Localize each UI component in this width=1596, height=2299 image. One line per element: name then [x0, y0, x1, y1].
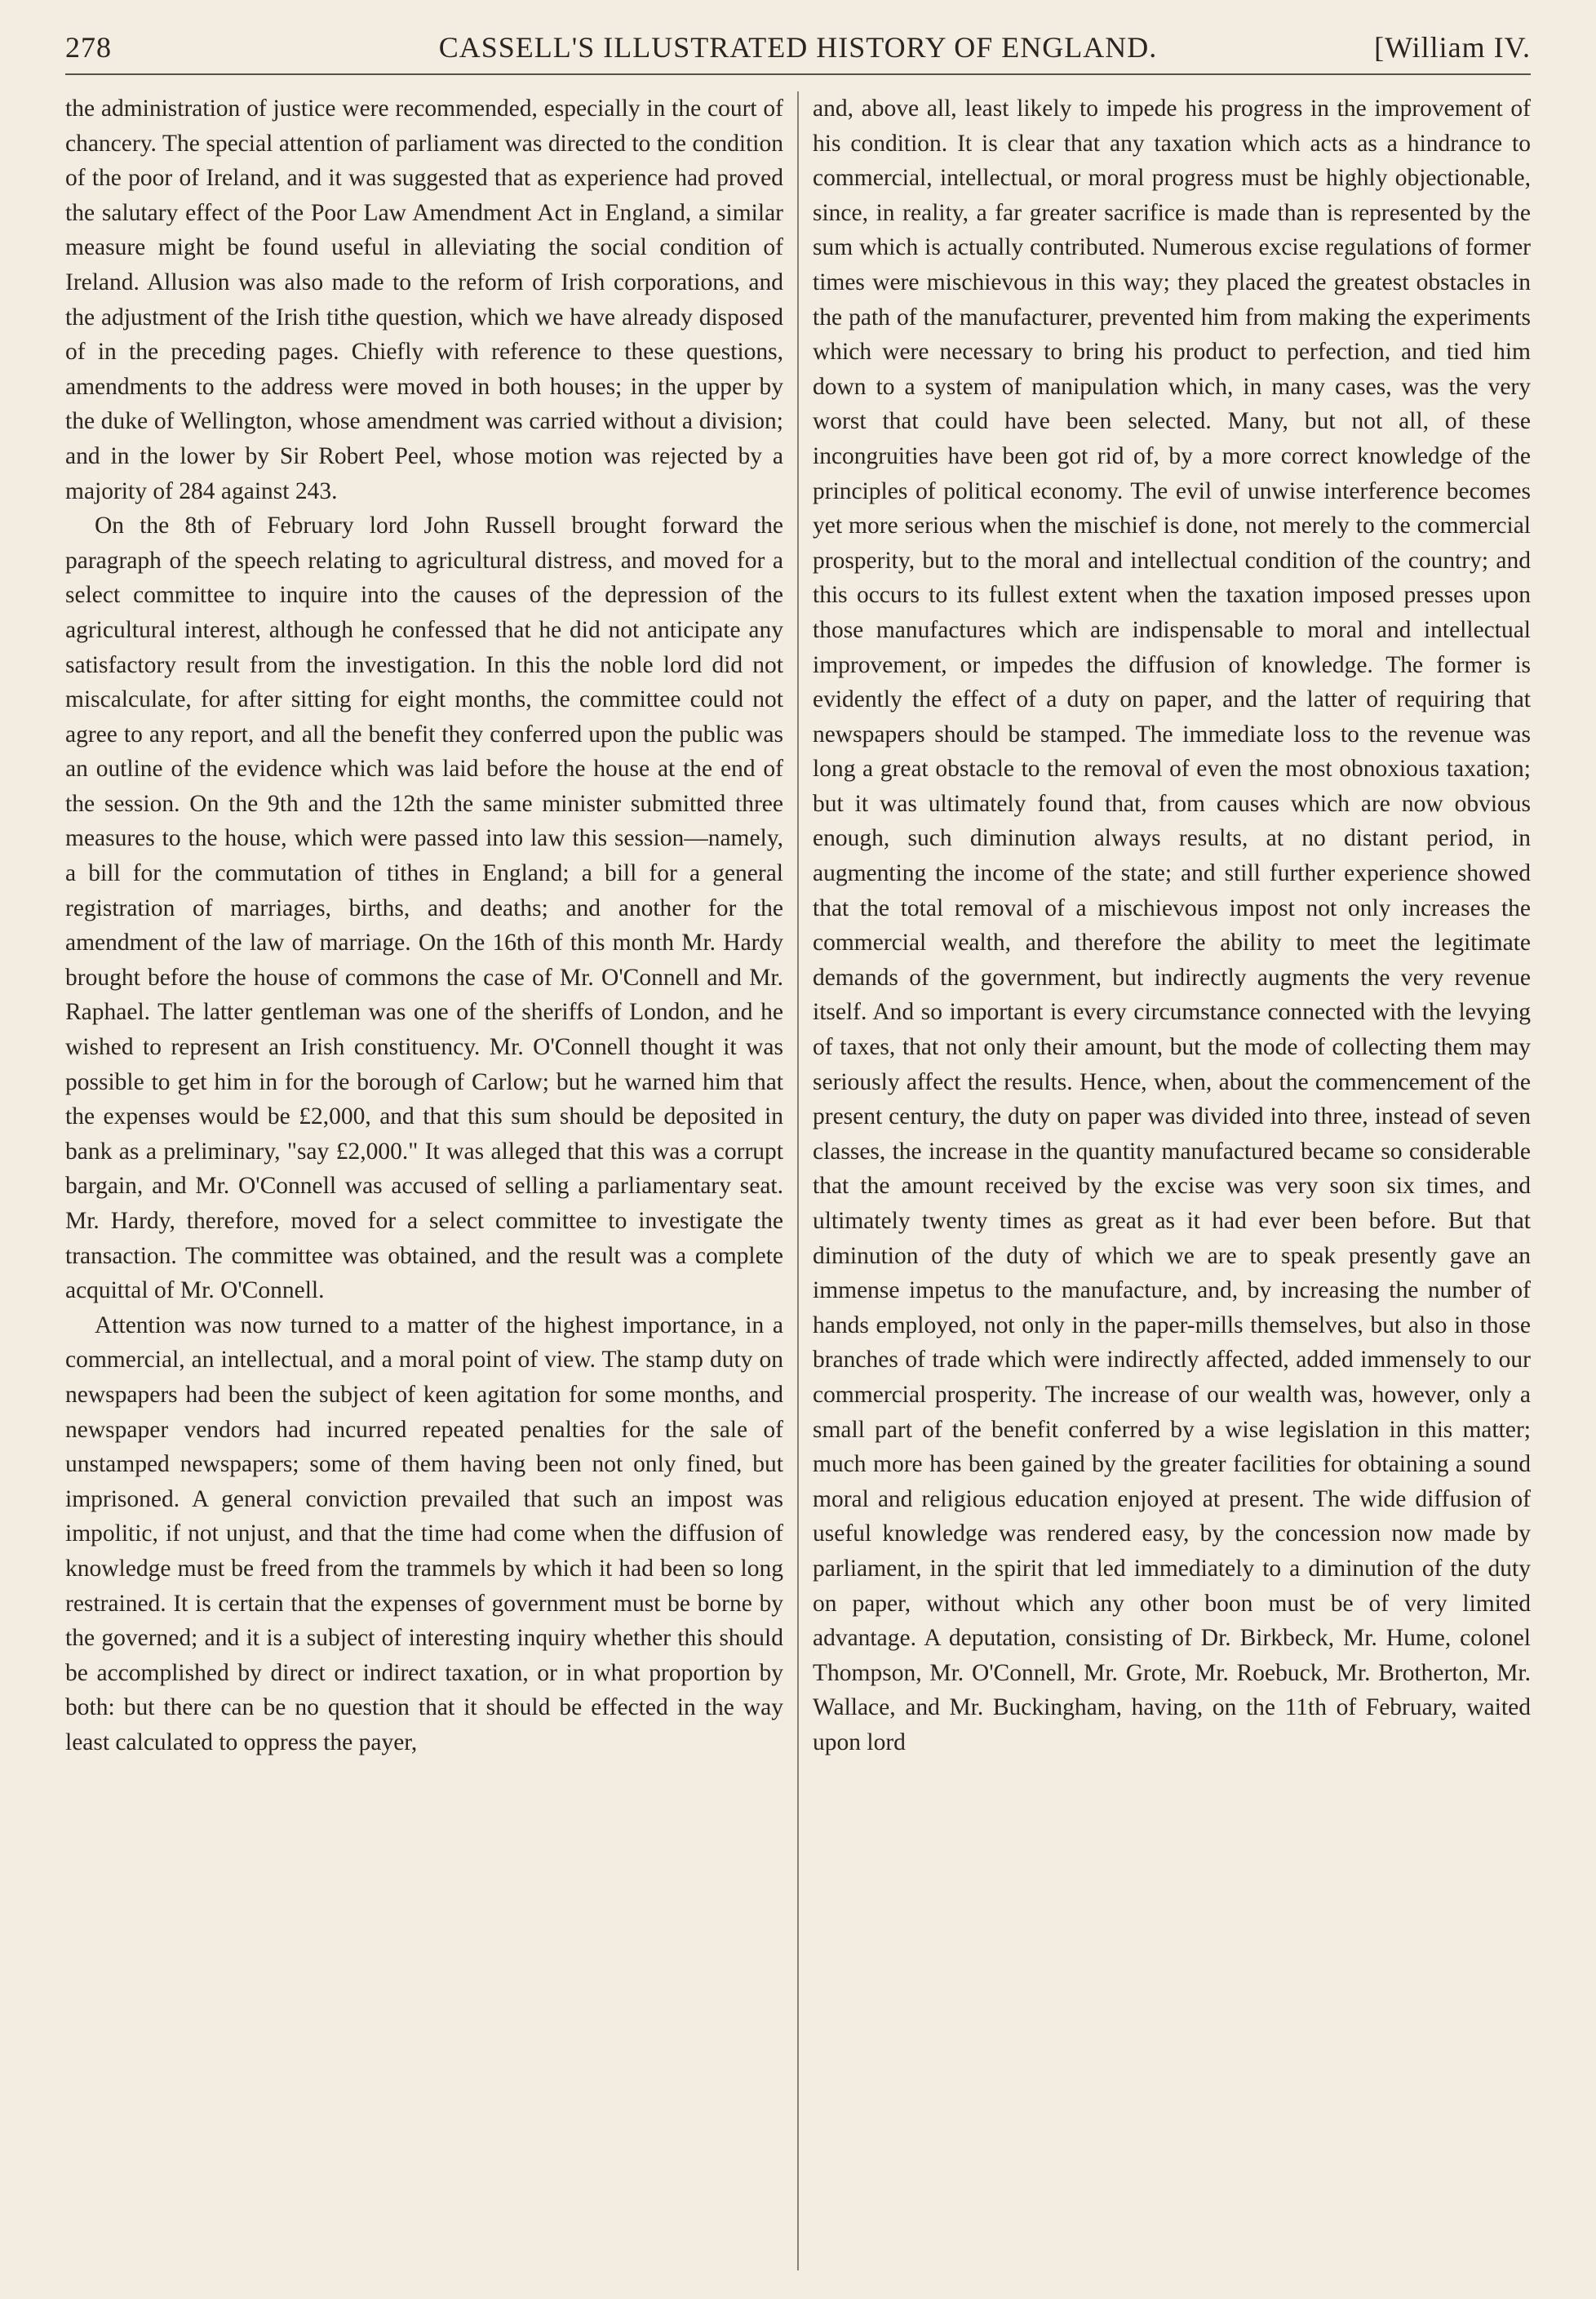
paragraph: the administration of justice were recommended, especially in the court of chancery. The special attention of parliament was directed to the condition of the poor of Ireland, and it was suggested that as experience had proved the salutary effect of the Poor Law Amendment Act in England, a similar measure might be found useful in alleviating the social condition of Ireland. Allusion was also made to the reform of Irish corporations, and the adjustment of the Irish tithe question, which we have already disposed of in the preceding pages. Chiefly with reference to these questions, amendments to the address were moved in both houses; in the upper by the duke of Wellington, whose amendment was carried without a division; and in the lower by Sir Robert Peel, whose motion was rejected by a majority of 284 against 243. [65, 95, 783, 504]
running-title: CASSELL'S ILLUSTRATED HISTORY OF ENGLAND. [438, 31, 1158, 64]
left-column [65, 91, 783, 2270]
paragraph: and, above all, least likely to impede his progress in the improvement of his condition. It is clear that any taxation which acts as a hindrance to commercial, intellectual, or moral progress must be highly objectionable, since, in reality, a far greater sacrifice is made than is represented by the sum which is actually contributed. Numerous excise regulations of former times were mischievous in this way; they placed the greatest obstacles in the path of the manufacturer, prevented him from making the experiments which were necessary to bring his product to perfection, and tied him down to a system of manipulation which, in many cases, was the very worst that could have been selected. Many, but not all, of these incongruities have been got rid of, by a more correct knowledge of the principles of political economy. The evil of unwise interference becomes yet more serious when the mischief is done, not merely to the commercial prosperity, but to the moral and intellectual condition of the country; and this occurs to its fullest extent when the taxation imposed presses upon those manufactures which are indispensable to moral and intellectual improvement, or impedes the diffusion of knowledge. The former is evidently the effect of a duty on paper, and the latter of requiring that newspapers should be stamped. The immediate loss to the revenue was long a great obstacle to the removal of even the most obnoxious taxation; but it was ultimately found that, from causes which are now obvious enough, such diminution always results, at no distant period, in augmenting the income of the state; and still further experience showed that the total removal of a mischievous impost not only increases the commercial wealth, and therefore the ability to meet the legitimate demands of the government, but indirectly augments the very revenue itself. And so important is every circumstance connected with the levying of taxes, that not only their amount, but the mode of collecting them may seriously affect the results. Hence, when, about the commencement of the present century, the duty on paper was divided into three, instead of seven classes, the increase in the quantity manufactured became so considerable that the amount received by the excise was very soon six times, and ultimately twenty times as great as it had ever been before. But that diminution of the duty of which we are to speak presently gave an immense impetus to the manufacture, and, by increasing the number of hands employed, not only in the paper-mills themselves, but also in those branches of trade which were indirectly affected, added immensely to our commercial prosperity. The increase of our wealth was, however, only a small part of the benefit conferred by a wise legislation in this matter; much more has been gained by the greater facilities for obtaining a sound moral and religious education enjoyed at present. The wide diffusion of useful knowledge was rendered easy, by the concession now made by parliament, in the spirit that led immediately to a diminution of the duty on paper, without which any other boon must be of very limited advantage. A deputation, consisting of Dr. Birkbeck, Mr. Hume, colonel Thompson, Mr. O'Connell, Mr. Grote, Mr. Roebuck, Mr. Brotherton, Mr. Wallace, and Mr. Buckingham, having, on the 11th of February, waited upon lord [813, 95, 1531, 1755]
paragraph: Attention was now turned to a matter of the highest importance, in a commercial, an intellectual, and a moral point of view. The stamp duty on newspapers had been the subject of keen agitation for some months, and newspaper vendors had incurred repeated penalties for the sale of unstamped newspapers; some of them having been not only fined, but imprisoned. A general conviction prevailed that such an impost was impolitic, if not unjust, and that the time had come when the diffusion of knowledge must be freed from the trammels by which it had been so long restrained. It is certain that the expenses of government must be borne by the governed; and it is a subject of interesting inquiry whether this should be accomplished by direct or indirect taxation, or in what proportion by both: but there can be no question that it should be effected in the way least calculated to oppress the payer, [65, 1311, 783, 1755]
section-marker: [William IV. [1374, 31, 1531, 64]
column-divider [797, 91, 799, 2270]
right-column [813, 91, 1531, 2270]
text-columns [65, 91, 1531, 2270]
paragraph: On the 8th of February lord John Russell brought forward the paragraph of the speech relating to agricultural distress, and moved for a select committee to inquire into the causes of the depression of the agricultural interest, although he confessed that he did not anticipate any satisfactory result from the investigation. In this the noble lord did not miscalculate, for after sitting for eight months, the committee could not agree to any report, and all the benefit they conferred upon the public was an outline of the evidence which was laid before the house at the end of the session. On the 9th and the 12th the same minister submitted three measures to the house, which were passed into law this session—namely, a bill for the commutation of tithes in England; a bill for a general registration of marriages, births, and deaths; and another for the amendment of the law of marriage. On the 16th of this month Mr. Hardy brought before the house of commons the case of Mr. O'Connell and Mr. Raphael. The latter gentleman was one of the sheriffs of London, and he wished to represent an Irish constituency. Mr. O'Connell thought it was possible to get him in for the borough of Carlow; but he warned him that the expenses would be £2,000, and that this sum should be deposited in bank as a preliminary, "say £2,000." It was alleged that this was a corrupt bargain, and Mr. O'Connell was accused of selling a parliamentary seat. Mr. Hardy, therefore, moved for a select committee to investigate the transaction. The committee was obtained, and the result was a complete acquittal of Mr. O'Connell. [65, 513, 783, 1304]
running-header [65, 24, 1531, 75]
document-page [65, 24, 1531, 2277]
page-number: 278 [65, 31, 112, 64]
